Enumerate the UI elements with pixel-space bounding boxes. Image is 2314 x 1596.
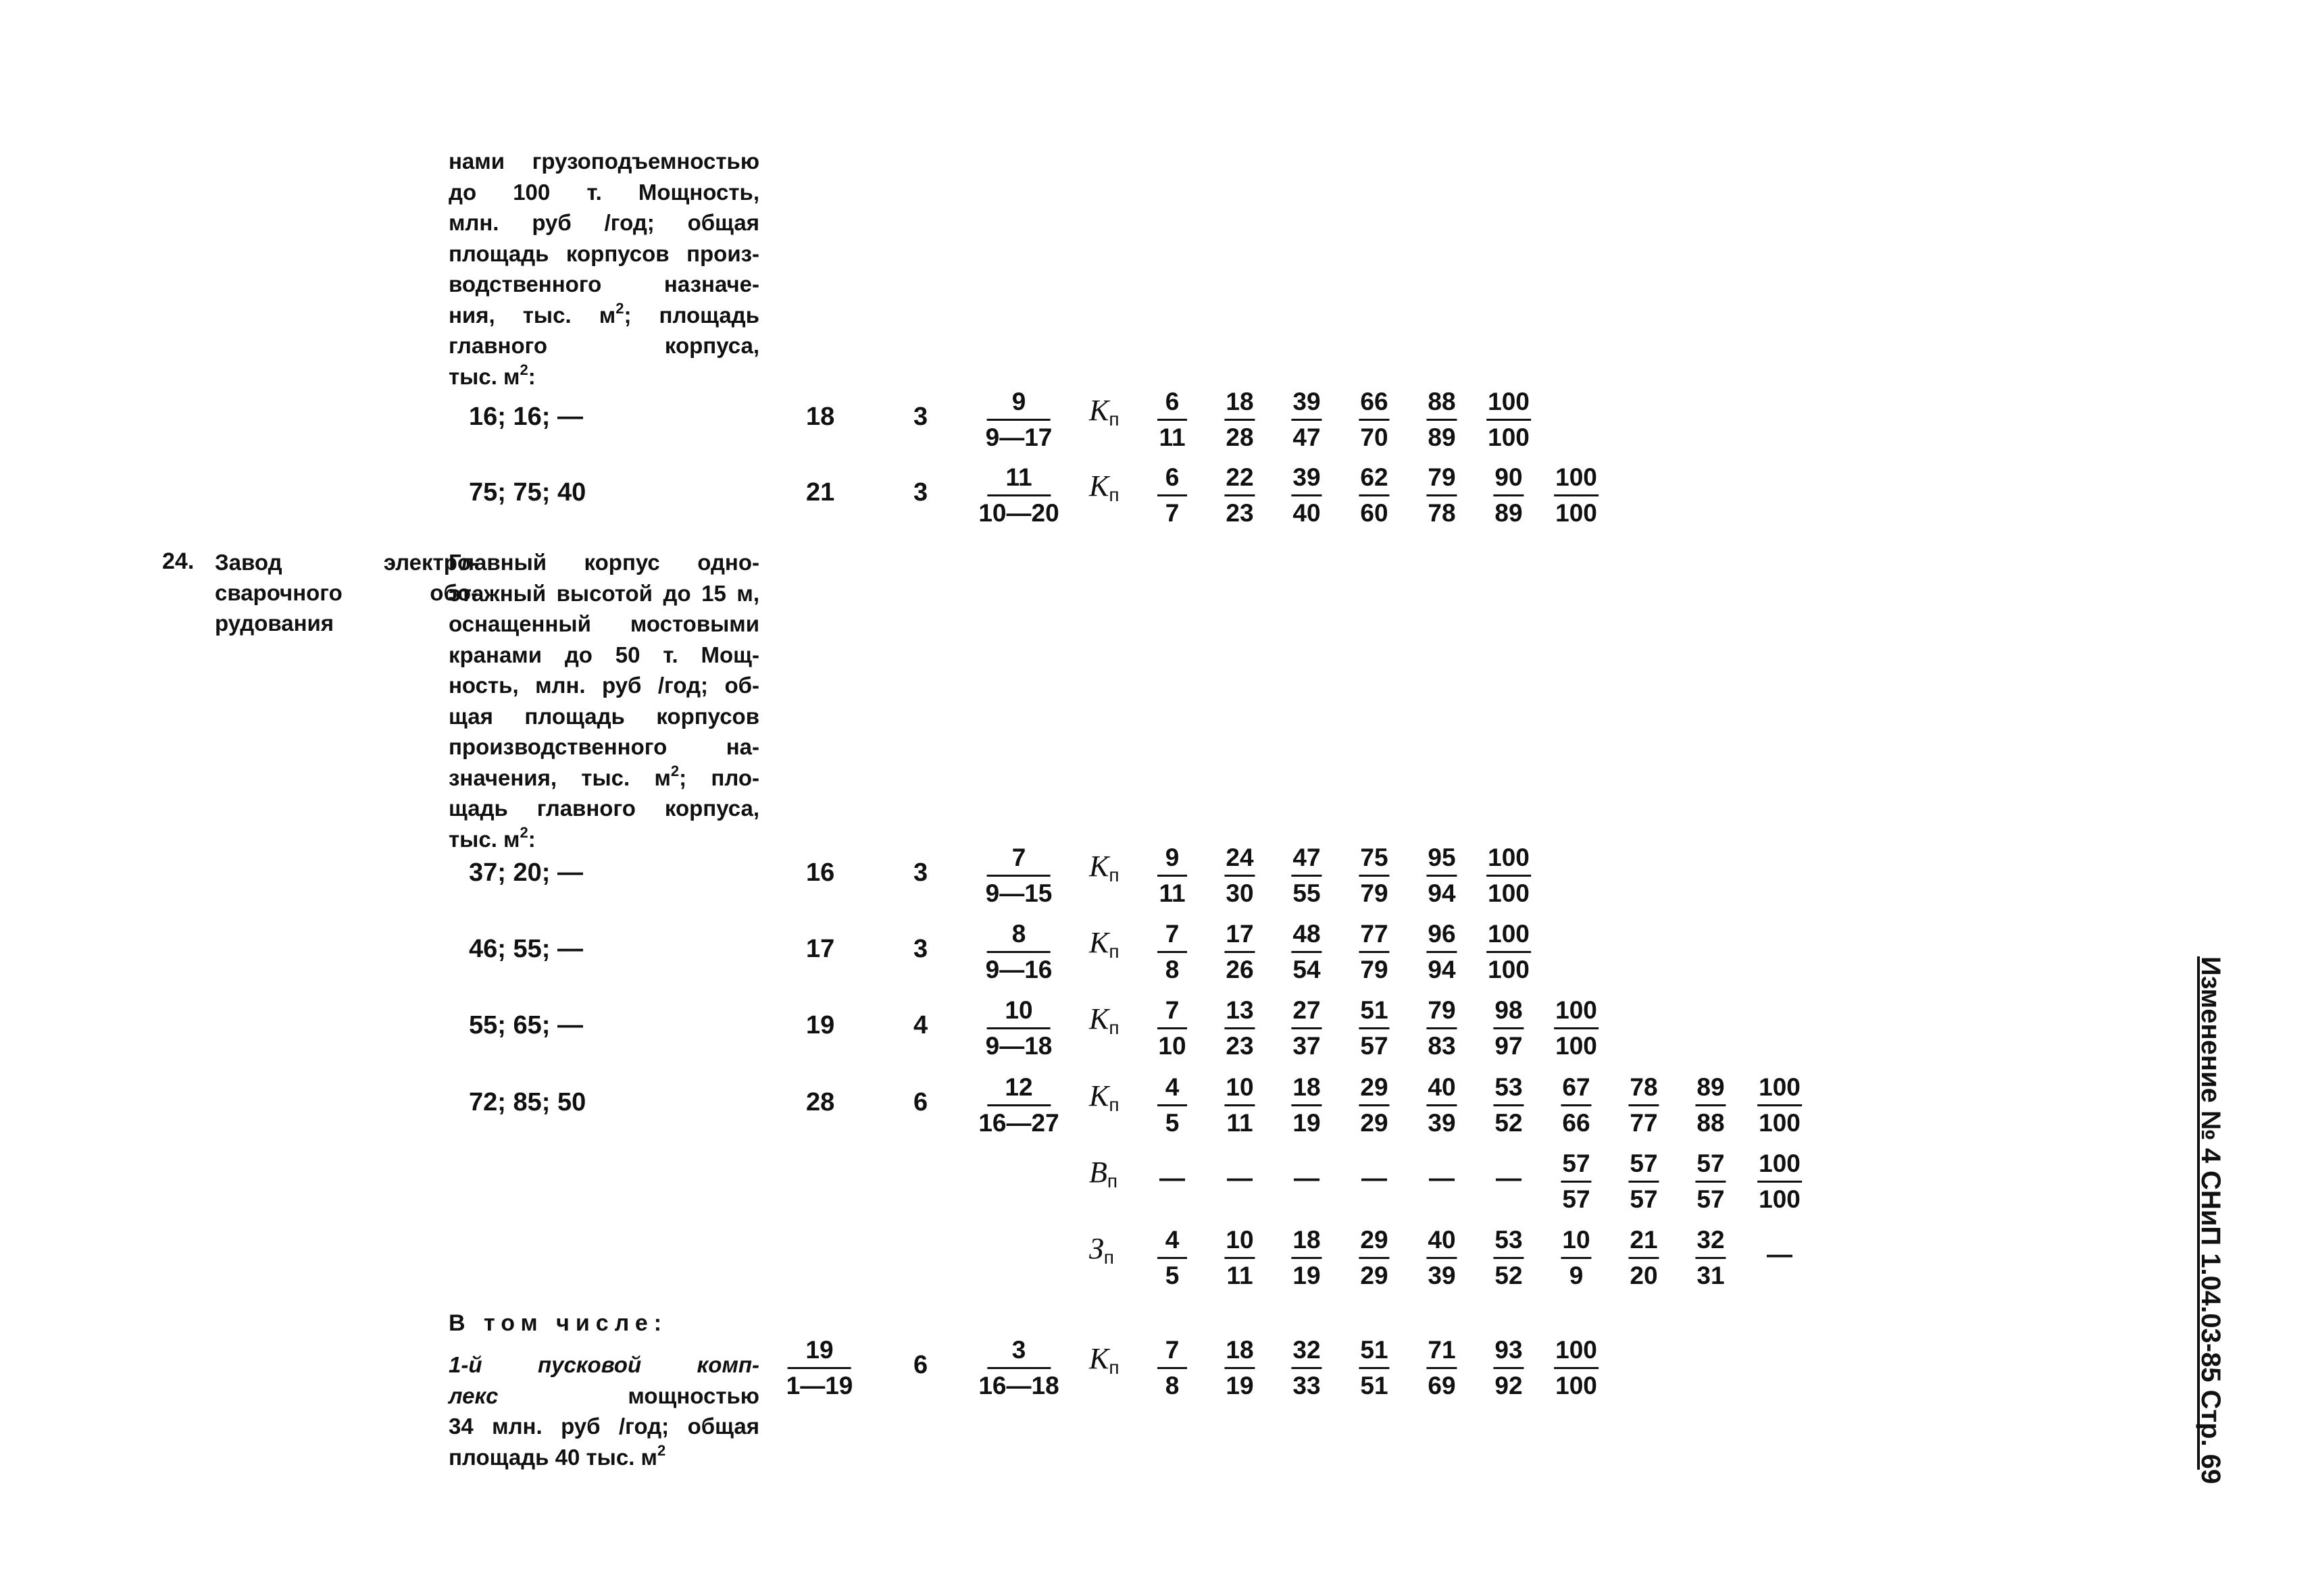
row-label: 16; 16; — (469, 403, 583, 431)
denominator: 23 (1226, 499, 1254, 527)
denominator: 54 (1292, 956, 1321, 983)
complex-start-fraction (978, 1335, 1059, 1401)
vp-dash: — (1429, 1164, 1455, 1193)
numerator: 100 (1757, 1072, 1802, 1106)
denominator: 33 (1292, 1372, 1321, 1399)
denominator: 100 (1555, 1032, 1597, 1060)
kp-fraction (1426, 995, 1457, 1062)
kp-fraction (1493, 1072, 1524, 1139)
numerator: 95 (1426, 842, 1457, 877)
numerator: 17 (1224, 919, 1255, 953)
row-period: 3 (913, 858, 928, 887)
denominator: 94 (1428, 879, 1456, 907)
numerator: 79 (1426, 995, 1457, 1029)
numerator: 100 (1554, 995, 1599, 1029)
kp-fraction (1224, 1335, 1255, 1401)
kp-fraction (1224, 919, 1255, 985)
numerator: 9 (1157, 842, 1187, 877)
kp-fraction (1157, 1072, 1187, 1139)
numerator: 98 (1493, 995, 1524, 1029)
row-label: 55; 65; — (469, 1011, 583, 1039)
kp-symbol: $K_п$ (1089, 1002, 1120, 1038)
denominator: 92 (1494, 1372, 1523, 1399)
row-period: 4 (913, 1011, 928, 1039)
numerator: 10 (987, 995, 1051, 1029)
vp-dash: — (1159, 1164, 1185, 1193)
denominator: 11 (1226, 1109, 1253, 1137)
numerator: 75 (1359, 842, 1389, 877)
denominator: 89 (1428, 423, 1456, 451)
text-line: 34 млн. руб /год; общая (449, 1414, 759, 1439)
numerator: 100 (1486, 842, 1531, 877)
denominator: 57 (1696, 1185, 1725, 1213)
denominator: 57 (1360, 1032, 1388, 1060)
kp-fraction (1493, 995, 1524, 1062)
numerator: 93 (1493, 1335, 1524, 1369)
denominator: 100 (1759, 1109, 1801, 1137)
numerator: 71 (1426, 1335, 1457, 1369)
denominator: 9—15 (985, 879, 1053, 907)
numerator: 3 (987, 1335, 1051, 1369)
text-line: главного корпуса, (449, 333, 759, 358)
denominator: 20 (1630, 1262, 1658, 1289)
complex-duration-fraction (786, 1335, 853, 1401)
zp-fraction (1157, 1225, 1187, 1291)
numerator: 57 (1561, 1148, 1591, 1183)
numerator: 100 (1486, 919, 1531, 953)
kp-fraction (1554, 995, 1599, 1062)
denominator: 88 (1696, 1109, 1725, 1137)
vp-dash: — (1227, 1164, 1253, 1193)
row-start-fraction (986, 386, 1053, 453)
numerator: 47 (1291, 842, 1322, 877)
row-duration: 21 (806, 478, 835, 507)
row-period: 6 (913, 1088, 928, 1116)
text-line: значения, тыс. $м^2$; пло- (449, 762, 760, 790)
numerator: 27 (1291, 995, 1322, 1029)
denominator: 23 (1226, 1032, 1254, 1060)
kp-fraction (1359, 1335, 1389, 1401)
numerator: 53 (1493, 1072, 1524, 1106)
denominator: 10 (1158, 1032, 1186, 1060)
zp-fraction (1493, 1225, 1524, 1291)
numerator: 29 (1359, 1072, 1389, 1106)
numerator: 7 (1157, 995, 1187, 1029)
denominator: 77 (1630, 1109, 1658, 1137)
numerator: 39 (1291, 462, 1322, 496)
kp-fraction (1157, 995, 1187, 1062)
row-duration: 19 (806, 1011, 835, 1039)
vp-dash: — (1294, 1164, 1319, 1193)
denominator: 100 (1555, 1372, 1597, 1399)
numerator: 67 (1561, 1072, 1591, 1106)
numerator: 96 (1426, 919, 1457, 953)
numerator: 18 (1224, 386, 1255, 421)
zp-fraction (1224, 1225, 1255, 1291)
numerator: 100 (1554, 1335, 1599, 1369)
denominator: 9 (1569, 1262, 1584, 1289)
numerator: 32 (1695, 1225, 1726, 1259)
denominator: 16—18 (978, 1372, 1059, 1399)
denominator: 9—16 (985, 956, 1053, 983)
text-line: щая площадь корпусов (449, 703, 759, 729)
row-duration: 28 (806, 1088, 835, 1116)
vp-dash: — (1496, 1164, 1521, 1193)
denominator: 11 (1226, 1262, 1253, 1289)
denominator: 19 (1226, 1372, 1254, 1399)
numerator: 7 (987, 842, 1051, 877)
item-number: 24. (162, 548, 195, 574)
text-line: ность, млн. руб /год; об- (449, 673, 759, 698)
numerator: 9 (987, 386, 1051, 421)
denominator: 57 (1562, 1185, 1590, 1213)
zp-fraction (1426, 1225, 1457, 1291)
denominator: 29 (1360, 1109, 1388, 1137)
zp-dash: — (1767, 1241, 1792, 1269)
numerator: 19 (788, 1335, 851, 1369)
kp-fraction (1157, 919, 1187, 985)
kp-fraction (1359, 1072, 1389, 1139)
kp-fraction (1157, 462, 1187, 529)
denominator: 16—27 (978, 1109, 1059, 1137)
complex-description (449, 1349, 759, 1472)
numerator: 100 (1486, 386, 1531, 421)
numerator: 24 (1224, 842, 1255, 877)
kp-fraction (1291, 842, 1322, 909)
row-duration: 18 (806, 403, 835, 431)
row-duration: 17 (806, 935, 835, 963)
kp-fraction (1157, 1335, 1187, 1401)
denominator: 8 (1165, 956, 1180, 983)
text-line: 1-й пусковой комп- (449, 1352, 759, 1377)
row-start-fraction (978, 1072, 1059, 1139)
kp-fraction (1359, 462, 1389, 529)
numerator: 100 (1757, 1148, 1802, 1183)
denominator: 5 (1165, 1109, 1180, 1137)
item-name (215, 547, 478, 638)
text-line: сварочного обо- (215, 580, 478, 605)
denominator: 79 (1360, 879, 1388, 907)
kp-symbol: $K_п$ (1089, 850, 1120, 885)
denominator: 19 (1292, 1109, 1321, 1137)
vp-symbol: $B_п$ (1089, 1156, 1118, 1191)
text-line: водственного назначе- (449, 272, 759, 297)
kp-fraction (1486, 919, 1531, 985)
intro-description (449, 146, 759, 392)
numerator: 22 (1224, 462, 1255, 496)
denominator: 10—20 (978, 499, 1059, 527)
numerator: 13 (1224, 995, 1255, 1029)
denominator: 37 (1292, 1032, 1321, 1060)
numerator: 48 (1291, 919, 1322, 953)
kp-fraction (1359, 919, 1389, 985)
text-line: кранами до 50 т. Мощ- (449, 642, 759, 667)
denominator: 9—17 (985, 423, 1053, 451)
denominator: 40 (1292, 499, 1321, 527)
numerator: 89 (1695, 1072, 1726, 1106)
vp-dash: — (1361, 1164, 1387, 1193)
kp-fraction (1359, 995, 1389, 1062)
numerator: 21 (1628, 1225, 1659, 1259)
denominator: 47 (1292, 423, 1321, 451)
numerator: 39 (1291, 386, 1322, 421)
row-start-fraction (986, 995, 1053, 1062)
kp-fraction (1291, 386, 1322, 453)
text-line: тыс. $м^2$: (449, 361, 536, 389)
numerator: 10 (1561, 1225, 1591, 1259)
row-label: 75; 75; 40 (469, 478, 586, 507)
denominator: 8 (1165, 1372, 1180, 1399)
denominator: 100 (1759, 1185, 1801, 1213)
denominator: 79 (1360, 956, 1388, 983)
zp-fraction (1628, 1225, 1659, 1291)
numerator: 57 (1695, 1148, 1726, 1183)
denominator: 31 (1696, 1262, 1725, 1289)
kp-fraction (1757, 1072, 1802, 1139)
kp-symbol: $K_п$ (1089, 469, 1120, 505)
denominator: 1—19 (786, 1372, 853, 1399)
text-line: этажный высотой до 15 м, (449, 580, 759, 606)
numerator: 40 (1426, 1225, 1457, 1259)
kp-fraction (1157, 386, 1187, 453)
kp-symbol: $K_п$ (1089, 1342, 1120, 1378)
numerator: 29 (1359, 1225, 1389, 1259)
numerator: 100 (1554, 462, 1599, 496)
zp-fraction (1695, 1225, 1726, 1291)
denominator: 70 (1360, 423, 1388, 451)
denominator: 28 (1226, 423, 1254, 451)
denominator: 52 (1494, 1109, 1523, 1137)
denominator: 66 (1562, 1109, 1590, 1137)
kp-symbol: $K_п$ (1089, 394, 1120, 430)
denominator: 100 (1488, 423, 1530, 451)
numerator: 8 (987, 919, 1051, 953)
denominator: 100 (1488, 956, 1530, 983)
text-line: млн. руб /год; общая (449, 210, 759, 235)
numerator: 77 (1359, 919, 1389, 953)
denominator: 30 (1226, 879, 1254, 907)
numerator: 7 (1157, 919, 1187, 953)
numerator: 57 (1628, 1148, 1659, 1183)
kp-fraction (1157, 842, 1187, 909)
denominator: 9—18 (985, 1032, 1053, 1060)
kp-fraction (1291, 995, 1322, 1062)
kp-symbol: $K_п$ (1089, 1079, 1120, 1115)
vp-fraction (1561, 1148, 1591, 1215)
kp-fraction (1426, 842, 1457, 909)
numerator: 6 (1157, 462, 1187, 496)
row-start-fraction (986, 919, 1053, 985)
numerator: 4 (1157, 1225, 1187, 1259)
text-line: площадь корпусов произ- (449, 240, 759, 266)
kp-fraction (1291, 1335, 1322, 1401)
kp-fraction (1291, 1072, 1322, 1139)
text-line: площадь 40 тыс. $м^2$ (449, 1441, 666, 1470)
kp-fraction (1291, 462, 1322, 529)
numerator: 79 (1426, 462, 1457, 496)
vp-fraction (1757, 1148, 1802, 1215)
row-period: 3 (913, 478, 928, 507)
denominator: 51 (1360, 1372, 1388, 1399)
denominator: 69 (1428, 1372, 1456, 1399)
numerator: 10 (1224, 1072, 1255, 1106)
text-line: нами грузоподъемностью (449, 149, 759, 174)
row-period: 3 (913, 403, 928, 431)
kp-fraction (1554, 462, 1599, 529)
denominator: 97 (1494, 1032, 1523, 1060)
kp-fraction (1224, 462, 1255, 529)
kp-fraction (1486, 386, 1531, 453)
denominator: 57 (1630, 1185, 1658, 1213)
numerator: 10 (1224, 1225, 1255, 1259)
text-line: щадь главного корпуса, (449, 796, 759, 821)
denominator: 55 (1292, 879, 1321, 907)
denominator: 100 (1555, 499, 1597, 527)
row-duration: 16 (806, 858, 835, 887)
text-line: тыс. $м^2$: (449, 823, 536, 852)
denominator: 100 (1488, 879, 1530, 907)
denominator: 52 (1494, 1262, 1523, 1289)
denominator: 5 (1165, 1262, 1180, 1289)
text-line: лекс мощностью (449, 1383, 759, 1408)
numerator: 32 (1291, 1335, 1322, 1369)
page-side-label: Изменение № 4 СНиП 1.04.03-85 Стр. 69 (2196, 956, 2225, 1485)
row-start-fraction (986, 842, 1053, 909)
kp-fraction (1628, 1072, 1659, 1139)
numerator: 18 (1224, 1335, 1255, 1369)
numerator: 66 (1359, 386, 1389, 421)
vp-fraction (1628, 1148, 1659, 1215)
text-line: рудования (215, 611, 334, 636)
numerator: 51 (1359, 995, 1389, 1029)
denominator: 39 (1428, 1262, 1456, 1289)
text-line: до 100 т. Мощность, (449, 179, 759, 205)
row-start-fraction (978, 462, 1059, 529)
zp-fraction (1291, 1225, 1322, 1291)
kp-fraction (1426, 462, 1457, 529)
numerator: 53 (1493, 1225, 1524, 1259)
kp-fraction (1224, 1072, 1255, 1139)
denominator: 94 (1428, 956, 1456, 983)
numerator: 18 (1291, 1225, 1322, 1259)
numerator: 90 (1493, 462, 1524, 496)
kp-fraction (1493, 1335, 1524, 1401)
numerator: 18 (1291, 1072, 1322, 1106)
kp-fraction (1224, 995, 1255, 1062)
text-line: оснащенный мостовыми (449, 611, 759, 636)
denominator: 26 (1226, 956, 1254, 983)
zp-fraction (1561, 1225, 1591, 1291)
kp-fraction (1561, 1072, 1591, 1139)
vp-fraction (1695, 1148, 1726, 1215)
numerator: 51 (1359, 1335, 1389, 1369)
numerator: 12 (987, 1072, 1051, 1106)
denominator: 60 (1360, 499, 1388, 527)
item-description (449, 547, 759, 854)
denominator: 39 (1428, 1109, 1456, 1137)
denominator: 11 (1159, 879, 1186, 907)
kp-fraction (1224, 386, 1255, 453)
numerator: 78 (1628, 1072, 1659, 1106)
text-line: Главный корпус одно- (449, 550, 759, 575)
row-period: 3 (913, 935, 928, 963)
denominator: 7 (1165, 499, 1180, 527)
row-label: 72; 85; 50 (469, 1088, 586, 1116)
numerator: 88 (1426, 386, 1457, 421)
kp-fraction (1486, 842, 1531, 909)
kp-symbol: $K_п$ (1089, 926, 1120, 962)
numerator: 40 (1426, 1072, 1457, 1106)
complex-period: 6 (913, 1351, 928, 1379)
kp-fraction (1426, 1335, 1457, 1401)
kp-fraction (1359, 842, 1389, 909)
numerator: 6 (1157, 386, 1187, 421)
text-line: производственного на- (449, 734, 759, 759)
kp-fraction (1426, 386, 1457, 453)
denominator: 19 (1292, 1262, 1321, 1289)
kp-fraction (1224, 842, 1255, 909)
numerator: 4 (1157, 1072, 1187, 1106)
denominator: 29 (1360, 1262, 1388, 1289)
row-label: 46; 55; — (469, 935, 583, 963)
denominator: 78 (1428, 499, 1456, 527)
denominator: 11 (1159, 423, 1186, 451)
text-line: Завод электро- (215, 550, 478, 575)
kp-fraction (1291, 919, 1322, 985)
denominator: 89 (1494, 499, 1523, 527)
row-label: 37; 20; — (469, 858, 583, 887)
kp-fraction (1426, 919, 1457, 985)
denominator: 83 (1428, 1032, 1456, 1060)
kp-fraction (1359, 386, 1389, 453)
kp-fraction (1493, 462, 1524, 529)
kp-fraction (1426, 1072, 1457, 1139)
including-label: В том числе: (449, 1310, 668, 1336)
kp-fraction (1554, 1335, 1599, 1401)
numerator: 11 (987, 462, 1051, 496)
complex-text-italic: лекс (449, 1383, 499, 1408)
numerator: 7 (1157, 1335, 1187, 1369)
numerator: 62 (1359, 462, 1389, 496)
text-line: ния, тыс. $м^2$; площадь (449, 299, 760, 328)
zp-fraction (1359, 1225, 1389, 1291)
zp-symbol: $З_п$ (1089, 1232, 1114, 1268)
kp-fraction (1695, 1072, 1726, 1139)
